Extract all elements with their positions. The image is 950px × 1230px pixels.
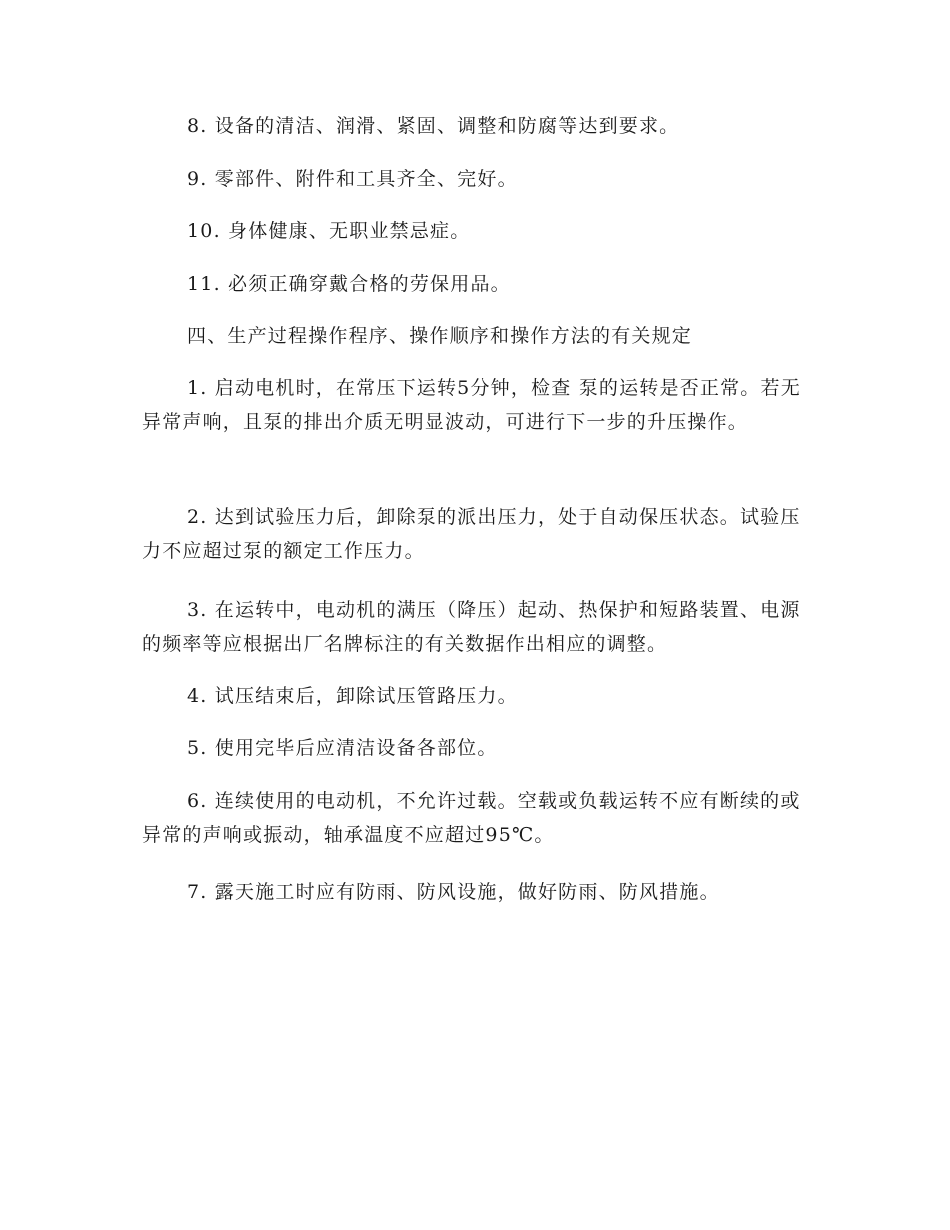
paragraph-step-2: 2. 达到试验压力后，卸除泵的派出压力，处于自动保压状态。试验压力不应超过泵的额定工作压力。 [142,506,801,562]
paragraph-step-1: 1. 启动电机时，在常压下运转5分钟，检查 泵的运转是否正常。若无异常声响，且泵的排出介质无明显波动，可进行下一步的升压操作。 [142,377,801,433]
paragraph-step-3: 3. 在运转中，电动机的满压（降压）起动、热保护和短路装置、电源的频率等应根据出厂名牌标注的有关数据作出相应的调整。 [142,599,801,655]
paragraph-step-7: 7. 露天施工时应有防雨、防风设施，做好防雨、防风措施。 [187,881,720,903]
paragraph-item-9: 9. 零部件、附件和工具齐全、完好。 [187,168,518,190]
paragraph-step-4: 4. 试压结束后，卸除试压管路压力。 [187,685,518,707]
paragraph-step-5: 5. 使用完毕后应清洁设备各部位。 [187,737,498,759]
section-heading-4: 四、生产过程操作程序、操作顺序和操作方法的有关规定 [187,325,693,347]
paragraph-step-6: 6. 连续使用的电动机，不允许过载。空载或负载运转不应有断续的或异常的声响或振动，轴承温度不应超过95℃。 [142,790,801,846]
paragraph-item-8: 8. 设备的清洁、润滑、紧固、调整和防腐等达到要求。 [187,115,680,137]
paragraph-item-11: 11. 必须正确穿戴合格的劳保用品。 [187,273,511,295]
paragraph-item-10: 10. 身体健康、无职业禁忌症。 [187,220,471,242]
